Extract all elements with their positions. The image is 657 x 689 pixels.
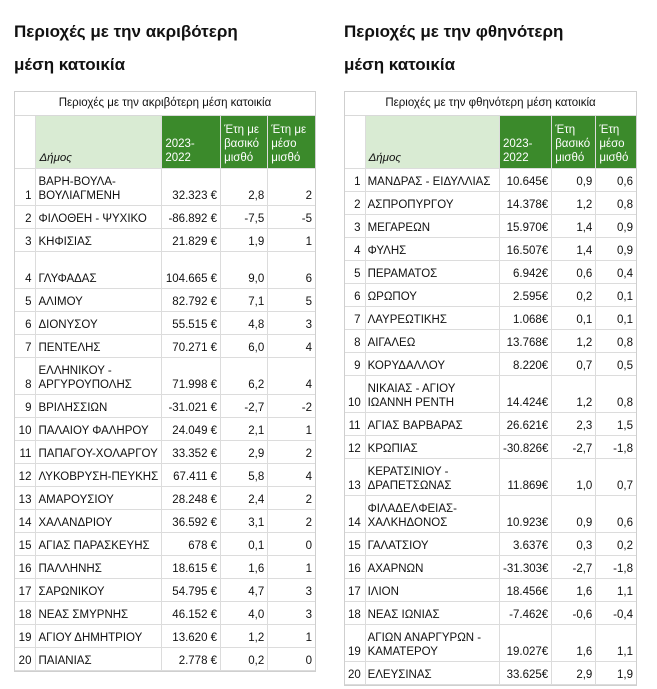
change-header: 2023-2022 [500,116,552,168]
years-avg-salary: 1,9 [596,661,636,684]
row-index: 16 [15,555,36,578]
years-basic-salary: 1,2 [552,375,596,412]
years-basic-salary: -2,7 [221,394,268,417]
index-header [15,116,36,168]
years-basic-salary: 6,2 [221,357,268,394]
heading-line-2: μέση κατοικία [14,55,126,74]
table-caption: Περιοχές με την φθηνότερη μέση κατοικία [345,92,636,116]
price-change: 21.829 € [162,228,221,251]
row-index: 7 [15,334,36,357]
municipality-name: ΙΛΙΟΝ [365,578,499,601]
table-row [345,329,636,352]
table-row [15,578,315,601]
price-change: 13.620 € [162,624,221,647]
row-index: 15 [345,532,365,555]
municipality-name: ΠΑΙΑΝΙΑΣ [36,647,162,670]
table-body [345,168,636,684]
years-basic-salary: -7,5 [221,205,268,228]
years-avg-salary: 5 [268,288,315,311]
row-index: 16 [345,555,365,578]
price-change: 71.998 € [162,357,221,394]
municipality-name: ΔΙΟΝΥΣΟΥ [36,311,162,334]
price-change: 15.970€ [500,214,552,237]
row-index: 17 [345,578,365,601]
years-basic-salary: 1,6 [552,624,596,661]
price-change: 33.625€ [500,661,552,684]
years-avg-salary: -2 [268,394,315,417]
years-basic-salary: 2,3 [552,412,596,435]
section-heading [344,15,637,81]
years-basic-salary: 1,4 [552,237,596,260]
years-basic-salary: 0,6 [552,260,596,283]
municipality-name: ΧΑΛΑΝΔΡΙΟΥ [36,509,162,532]
index-header [345,116,365,168]
expensive-areas-section [14,0,316,672]
table-row [345,555,636,578]
municipality-name: ΠΑΛΛΗΝΗΣ [36,555,162,578]
row-index: 8 [345,329,365,352]
row-index: 4 [345,237,365,260]
price-change: 70.271 € [162,334,221,357]
row-index: 4 [15,251,36,288]
table-body [15,168,315,670]
price-change: 28.248 € [162,486,221,509]
row-index: 5 [345,260,365,283]
table-row [345,237,636,260]
municipality-name: ΒΡΙΛΗΣΣΙΩΝ [36,394,162,417]
table-row [345,283,636,306]
municipality-name: ΕΛΛΗΝΙΚΟΥ - ΑΡΓΥΡΟΥΠΟΛΗΣ [36,357,162,394]
years-basic-salary: 1,9 [221,228,268,251]
row-index: 19 [15,624,36,647]
years-avg-salary: 0,6 [596,495,636,532]
table-caption: Περιοχές με την ακριβότερη μέση κατοικία [15,92,315,116]
years-basic-salary: 0,1 [552,306,596,329]
table-row [15,647,315,670]
row-index: 2 [15,205,36,228]
years-basic-salary: 3,1 [221,509,268,532]
table-row [345,532,636,555]
municipality-name: ΠΕΝΤΕΛΗΣ [36,334,162,357]
table-row [15,509,315,532]
price-change: 3.637€ [500,532,552,555]
years-basic-salary: 0,1 [221,532,268,555]
table-row [15,168,315,205]
municipality-name: ΚΟΡΥΔΑΛΛΟΥ [365,352,499,375]
years-avg-salary: 2 [268,509,315,532]
municipality-name: ΚΗΦΙΣΙΑΣ [36,228,162,251]
municipality-name: ΓΛΥΦΑΔΑΣ [36,251,162,288]
row-index: 18 [345,601,365,624]
row-index: 9 [345,352,365,375]
price-change: 16.507€ [500,237,552,260]
table-row [345,578,636,601]
row-index: 8 [15,357,36,394]
section-heading [14,15,316,81]
price-change: 32.323 € [162,168,221,205]
municipality-name: ΦΙΛΟΘΕΗ - ΨΥΧΙΚΟ [36,205,162,228]
table-row [345,375,636,412]
row-index: 20 [345,661,365,684]
table-row [15,463,315,486]
years-avg-salary: 6 [268,251,315,288]
price-change: -30.826€ [500,435,552,458]
price-change: 10.645€ [500,168,552,191]
years-avg-salary: 0 [268,532,315,555]
years-basic-salary: 1,2 [552,191,596,214]
years-avg-salary: 2 [268,440,315,463]
years-avg-salary: 1 [268,417,315,440]
price-change: 6.942€ [500,260,552,283]
table-row [15,624,315,647]
price-change: 14.378€ [500,191,552,214]
years-avg-salary: 0,9 [596,214,636,237]
years-avg-salary-header: Έτη με μέσο μισθό [268,116,315,168]
row-index: 1 [345,168,365,191]
row-index: 15 [15,532,36,555]
table-row [15,311,315,334]
municipality-name: ΦΥΛΗΣ [365,237,499,260]
data-table [15,116,315,671]
years-avg-salary: 2 [268,486,315,509]
years-avg-salary: -5 [268,205,315,228]
cheap-areas-table [344,91,637,686]
municipality-name: ΛΥΚΟΒΡΥΣΗ-ΠΕΥΚΗΣ [36,463,162,486]
price-change: 82.792 € [162,288,221,311]
years-basic-salary: 1,6 [552,578,596,601]
years-avg-salary: 1,1 [596,624,636,661]
table-row [345,260,636,283]
price-change: 55.515 € [162,311,221,334]
municipality-header: Δήμος [36,116,162,168]
years-basic-salary: 2,8 [221,168,268,205]
row-index: 2 [345,191,365,214]
price-change: 2.778 € [162,647,221,670]
years-basic-salary: 0,9 [552,168,596,191]
years-basic-salary: -0,6 [552,601,596,624]
price-change: -7.462€ [500,601,552,624]
years-basic-salary: 4,0 [221,601,268,624]
years-avg-salary: 1,1 [596,578,636,601]
years-avg-salary: 0,7 [596,458,636,495]
heading-line-1: Περιοχές με την φθηνότερη [344,22,564,41]
row-index: 7 [345,306,365,329]
years-avg-salary: -0,4 [596,601,636,624]
price-change: 33.352 € [162,440,221,463]
municipality-name: ΑΣΠΡΟΠΥΡΓΟΥ [365,191,499,214]
table-row [15,251,315,288]
municipality-name: ΑΓΙΑΣ ΒΑΡΒΑΡΑΣ [365,412,499,435]
cheap-areas-section [344,0,637,686]
years-avg-salary: 2 [268,168,315,205]
table-row [15,228,315,251]
table-row [15,394,315,417]
municipality-name: ΠΑΛΑΙΟΥ ΦΑΛΗΡΟΥ [36,417,162,440]
table-row [345,661,636,684]
row-index: 12 [345,435,365,458]
years-basic-salary: 1,2 [221,624,268,647]
municipality-name: ΝΙΚΑΙΑΣ - ΑΓΙΟΥ ΙΩΑΝΝΗ ΡΕΝΤΗ [365,375,499,412]
municipality-name: ΜΕΓΑΡΕΩΝ [365,214,499,237]
price-change: 11.869€ [500,458,552,495]
row-index: 9 [15,394,36,417]
change-header: 2023-2022 [162,116,221,168]
years-avg-salary: 0 [268,647,315,670]
table-row [15,357,315,394]
price-change: 1.068€ [500,306,552,329]
municipality-name: ΑΙΓΑΛΕΩ [365,329,499,352]
price-change: 18.615 € [162,555,221,578]
price-change: 36.592 € [162,509,221,532]
row-index: 14 [15,509,36,532]
years-basic-salary-header: Έτη βασικό μισθό [552,116,596,168]
years-avg-salary: 1 [268,555,315,578]
years-avg-salary: -1,8 [596,555,636,578]
years-avg-salary-header: Έτη μέσο μισθό [596,116,636,168]
table-row [345,214,636,237]
municipality-name: ΒΑΡΗ-ΒΟΥΛΑ-ΒΟΥΛΙΑΓΜΕΝΗ [36,168,162,205]
municipality-name: ΑΧΑΡΝΩΝ [365,555,499,578]
table-row [15,555,315,578]
years-avg-salary: 4 [268,357,315,394]
years-basic-salary: 6,0 [221,334,268,357]
price-change: 678 € [162,532,221,555]
price-change: 46.152 € [162,601,221,624]
years-avg-salary: 4 [268,334,315,357]
years-avg-salary: 0,4 [596,260,636,283]
row-index: 5 [15,288,36,311]
row-index: 20 [15,647,36,670]
years-basic-salary: 0,9 [552,495,596,532]
row-index: 13 [15,486,36,509]
municipality-name: ΩΡΩΠΟΥ [365,283,499,306]
years-basic-salary: -2,7 [552,435,596,458]
years-avg-salary: 0,6 [596,168,636,191]
table-row [15,486,315,509]
table-row [15,288,315,311]
price-change: -86.892 € [162,205,221,228]
row-index: 10 [345,375,365,412]
municipality-name: ΚΡΩΠΙΑΣ [365,435,499,458]
years-avg-salary: 3 [268,578,315,601]
years-basic-salary: 1,2 [552,329,596,352]
municipality-name: ΦΙΛΑΔΕΛΦΕΙΑΣ-ΧΑΛΚΗΔΟΝΟΣ [365,495,499,532]
years-basic-salary: 0,2 [552,283,596,306]
municipality-name: ΣΑΡΩΝΙΚΟΥ [36,578,162,601]
years-avg-salary: -1,8 [596,435,636,458]
price-change: 67.411 € [162,463,221,486]
price-change: 19.027€ [500,624,552,661]
table-row [15,601,315,624]
row-index: 19 [345,624,365,661]
table-row [345,412,636,435]
years-basic-salary: -2,7 [552,555,596,578]
years-avg-salary: 0,1 [596,283,636,306]
municipality-name: ΜΑΝΔΡΑΣ - ΕΙΔΥΛΛΙΑΣ [365,168,499,191]
table-row [15,440,315,463]
row-index: 11 [15,440,36,463]
table-row [345,458,636,495]
years-avg-salary: 0,5 [596,352,636,375]
years-basic-salary: 2,9 [552,661,596,684]
years-basic-salary: 2,9 [221,440,268,463]
row-index: 6 [15,311,36,334]
price-change: 54.795 € [162,578,221,601]
years-basic-salary: 1,0 [552,458,596,495]
years-avg-salary: 4 [268,463,315,486]
table-row [345,601,636,624]
heading-line-1: Περιοχές με την ακριβότερη [14,22,238,41]
row-index: 1 [15,168,36,205]
data-table [345,116,636,685]
price-change: 24.049 € [162,417,221,440]
row-index: 13 [345,458,365,495]
years-basic-salary: 1,4 [552,214,596,237]
price-change: -31.303€ [500,555,552,578]
municipality-name: ΓΑΛΑΤΣΙΟΥ [365,532,499,555]
municipality-name: ΝΕΑΣ ΙΩΝΙΑΣ [365,601,499,624]
years-basic-salary: 0,7 [552,352,596,375]
price-change: 18.456€ [500,578,552,601]
table-row [345,168,636,191]
municipality-name: ΕΛΕΥΣΙΝΑΣ [365,661,499,684]
municipality-name: ΝΕΑΣ ΣΜΥΡΝΗΣ [36,601,162,624]
price-change: 8.220€ [500,352,552,375]
price-change: -31.021 € [162,394,221,417]
years-avg-salary: 0,1 [596,306,636,329]
table-row [345,352,636,375]
municipality-name: ΚΕΡΑΤΣΙΝΙΟΥ - ΔΡΑΠΕΤΣΩΝΑΣ [365,458,499,495]
table-row [15,532,315,555]
row-index: 12 [15,463,36,486]
municipality-name: ΑΓΙΩΝ ΑΝΑΡΓΥΡΩΝ - ΚΑΜΑΤΕΡΟΥ [365,624,499,661]
price-change: 10.923€ [500,495,552,532]
municipality-header: Δήμος [365,116,499,168]
table-row [15,205,315,228]
table-row [345,306,636,329]
years-avg-salary: 0,8 [596,375,636,412]
price-change: 104.665 € [162,251,221,288]
years-avg-salary: 3 [268,311,315,334]
municipality-name: ΑΓΙΑΣ ΠΑΡΑΣΚΕΥΗΣ [36,532,162,555]
table-row [345,624,636,661]
years-basic-salary: 4,8 [221,311,268,334]
years-basic-salary: 4,7 [221,578,268,601]
row-index: 11 [345,412,365,435]
years-basic-salary: 2,1 [221,417,268,440]
years-avg-salary: 0,8 [596,191,636,214]
row-index: 3 [345,214,365,237]
years-basic-salary: 5,8 [221,463,268,486]
years-avg-salary: 1,5 [596,412,636,435]
years-basic-salary: 0,3 [552,532,596,555]
years-basic-salary: 9,0 [221,251,268,288]
table-row [15,417,315,440]
table-row [345,191,636,214]
heading-line-2: μέση κατοικία [344,55,456,74]
table-row [15,334,315,357]
years-basic-salary: 1,6 [221,555,268,578]
municipality-name: ΠΕΡΑΜΑΤΟΣ [365,260,499,283]
years-basic-salary: 2,4 [221,486,268,509]
municipality-name: ΑΛΙΜΟΥ [36,288,162,311]
price-change: 2.595€ [500,283,552,306]
years-avg-salary: 0,8 [596,329,636,352]
row-index: 3 [15,228,36,251]
price-change: 14.424€ [500,375,552,412]
years-avg-salary: 1 [268,624,315,647]
municipality-name: ΠΑΠΑΓΟΥ-ΧΟΛΑΡΓΟΥ [36,440,162,463]
row-index: 17 [15,578,36,601]
expensive-areas-table [14,91,316,672]
row-index: 18 [15,601,36,624]
price-change: 13.768€ [500,329,552,352]
row-index: 14 [345,495,365,532]
row-index: 10 [15,417,36,440]
municipality-name: ΛΑΥΡΕΩΤΙΚΗΣ [365,306,499,329]
years-basic-salary: 7,1 [221,288,268,311]
years-basic-salary: 0,2 [221,647,268,670]
years-avg-salary: 0,9 [596,237,636,260]
years-avg-salary: 0,2 [596,532,636,555]
table-row [345,495,636,532]
municipality-name: ΑΜΑΡΟΥΣΙΟΥ [36,486,162,509]
years-avg-salary: 1 [268,228,315,251]
row-index: 6 [345,283,365,306]
price-change: 26.621€ [500,412,552,435]
years-avg-salary: 3 [268,601,315,624]
municipality-name: ΑΓΙΟΥ ΔΗΜΗΤΡΙΟΥ [36,624,162,647]
table-row [345,435,636,458]
years-basic-salary-header: Έτη με βασικό μισθό [221,116,268,168]
